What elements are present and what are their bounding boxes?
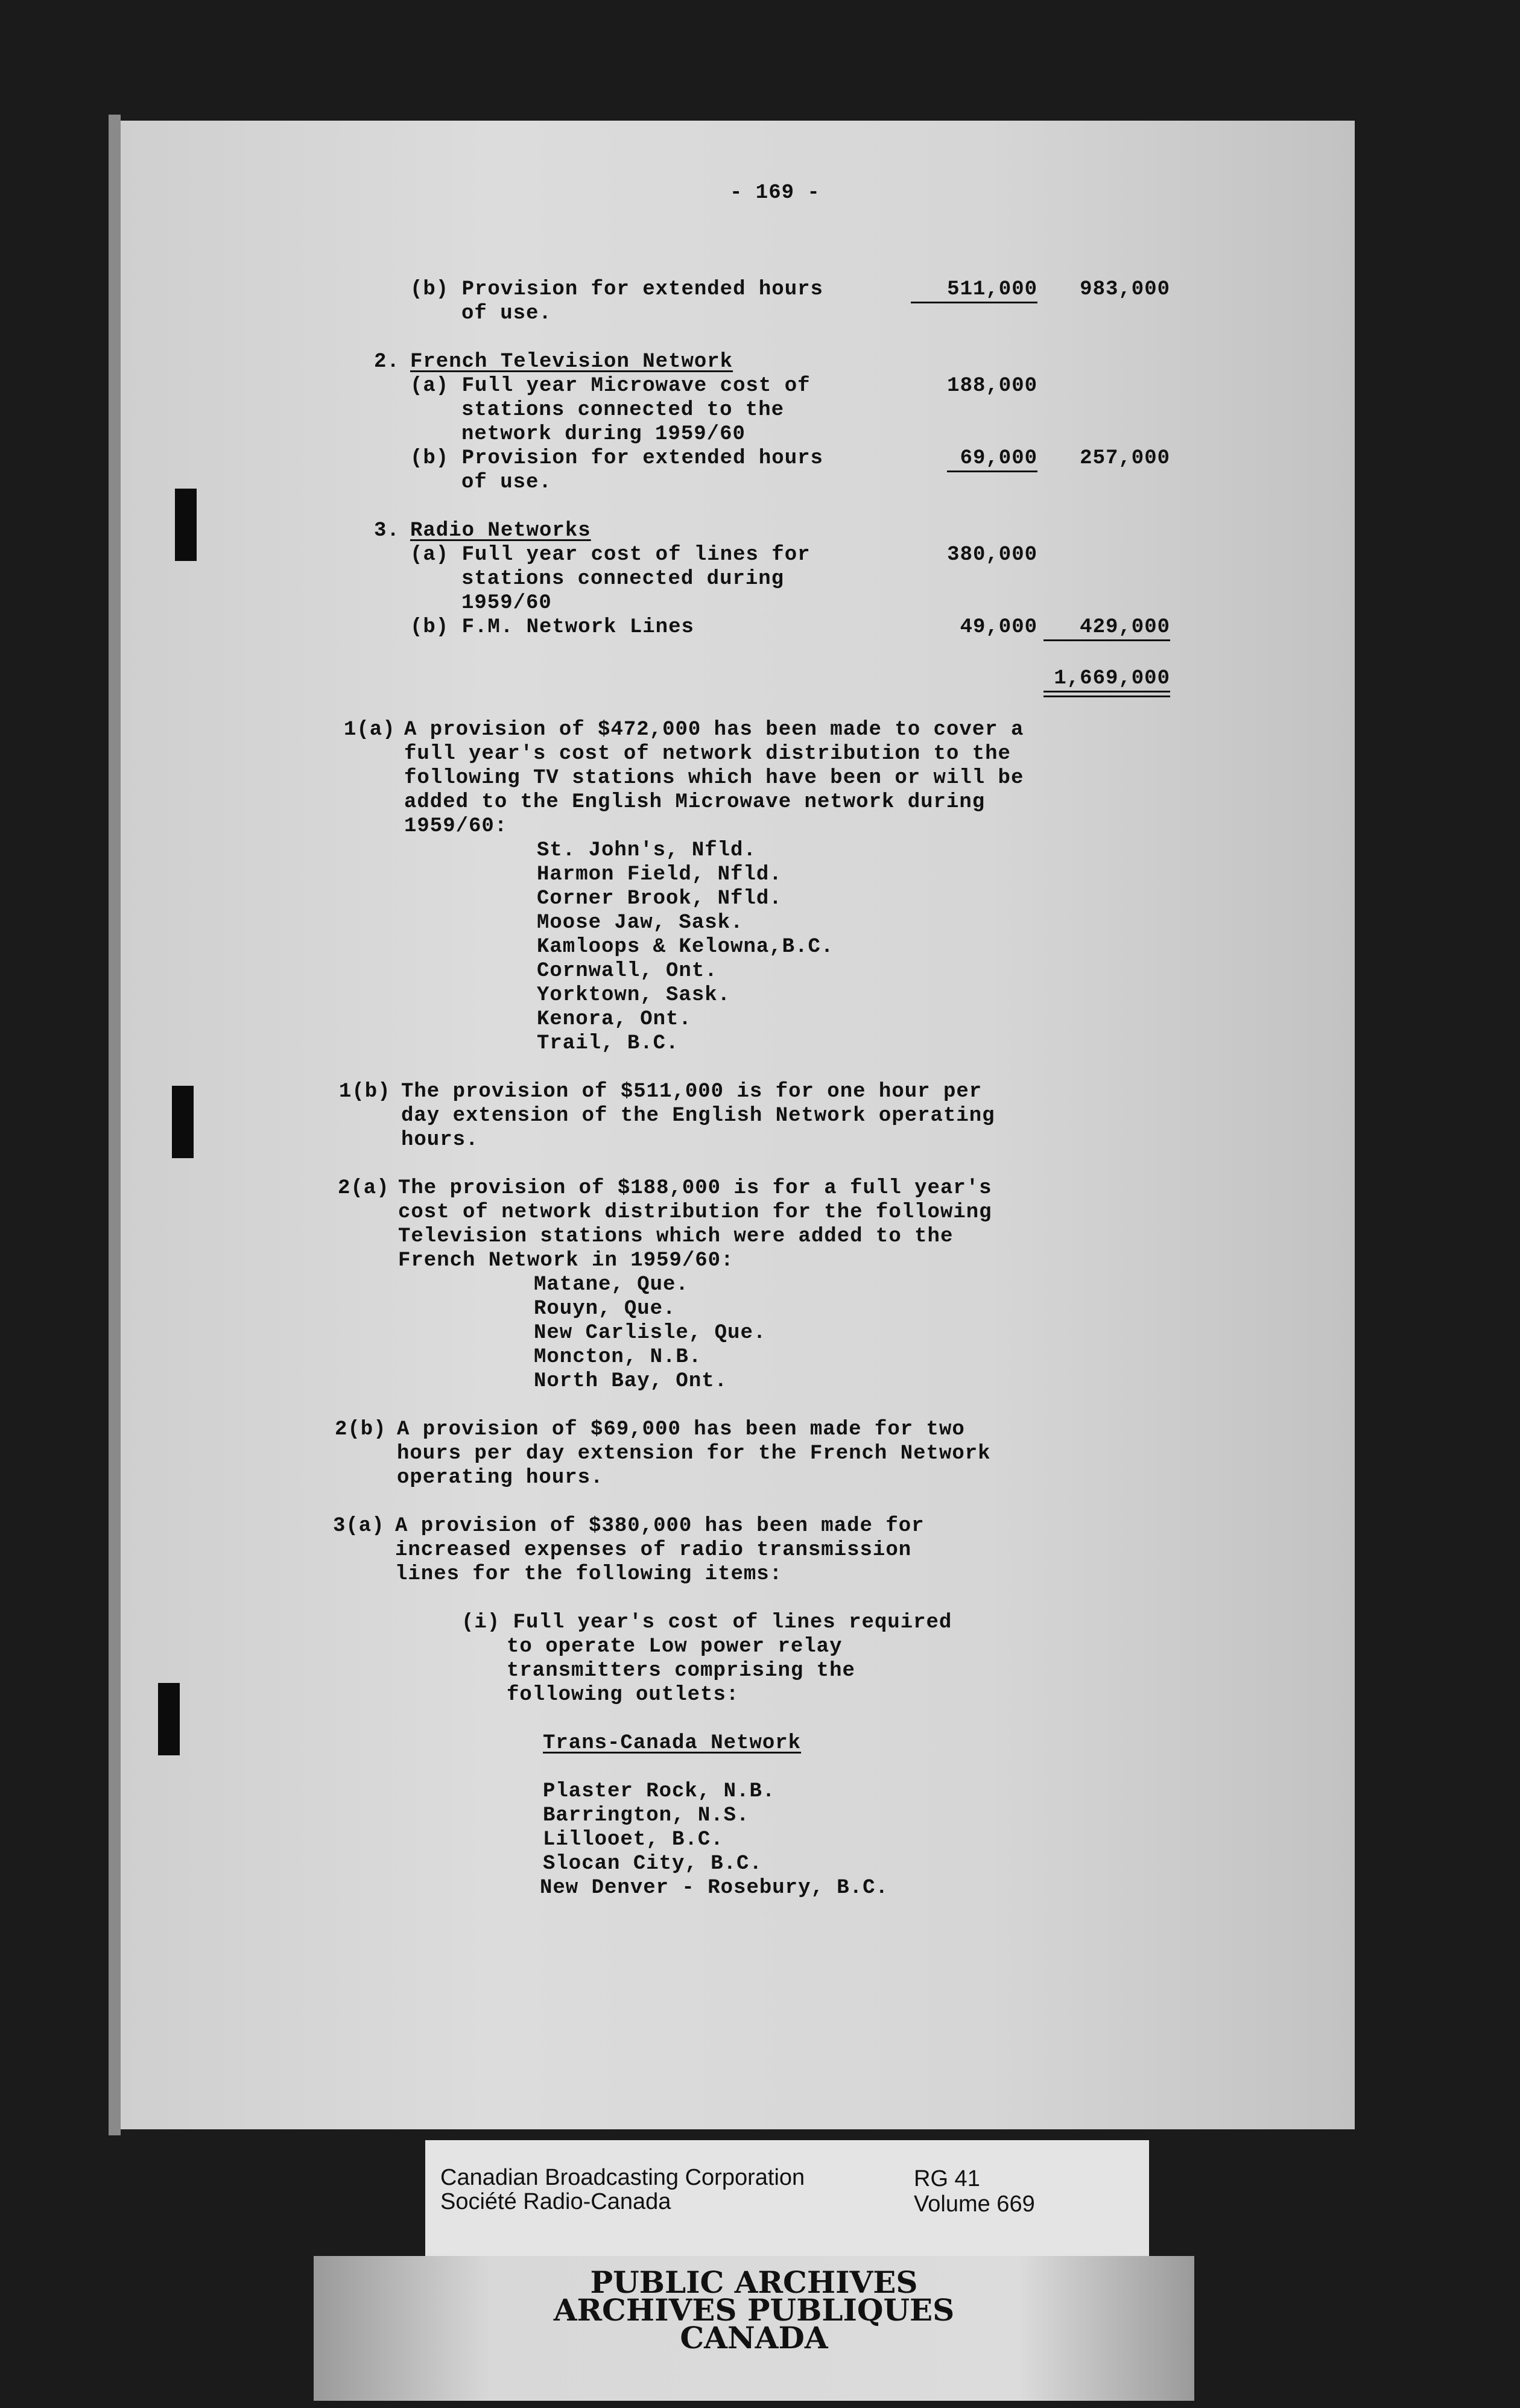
note-1a-line: full year's cost of network distribution to the: [404, 743, 1011, 765]
station-item: Matane, Que.: [534, 1273, 689, 1296]
station-item: New Carlisle, Que.: [534, 1322, 767, 1345]
note-2a-line: The provision of $188,000 is for a full year's: [398, 1177, 992, 1200]
binder-tab: [175, 489, 197, 561]
item-i-line: transmitters comprising the: [507, 1659, 855, 1682]
note-1b-line: hours.: [401, 1129, 479, 1152]
note-3a-line: lines for the following items:: [395, 1563, 783, 1586]
note-2b-label: 2(b): [335, 1418, 387, 1441]
note-1a-line: 1959/60:: [404, 815, 508, 838]
note-1b-line: The provision of $511,000 is for one hour per: [401, 1080, 983, 1103]
section2-b-line2: of use.: [461, 471, 552, 494]
section2-a-line1: (a) Full year Microwave cost of: [410, 375, 811, 398]
line-1b-total: 983,000: [1080, 278, 1170, 301]
stamp-line: CANADA: [680, 2320, 828, 2356]
slip-volume: Volume 669: [914, 2191, 1035, 2217]
station-item: Yorktown, Sask.: [537, 984, 731, 1007]
station-item: Trail, B.C.: [537, 1032, 679, 1055]
section3-rule: [1043, 639, 1170, 641]
station-item: Kamloops & Kelowna,B.C.: [537, 936, 834, 958]
station-item: Moose Jaw, Sask.: [537, 911, 744, 934]
grand-total-rule-1: [1043, 691, 1170, 692]
item-i-line: following outlets:: [507, 1684, 739, 1706]
note-2a-line: French Network in 1959/60:: [398, 1249, 734, 1272]
station-item: Kenora, Ont.: [537, 1008, 692, 1031]
section3-a-amount: 380,000: [947, 543, 1037, 566]
station-item: Cornwall, Ont.: [537, 960, 718, 983]
line-1b-rule: [911, 302, 1037, 303]
slip-org-fr: Société Radio-Canada: [440, 2189, 671, 2214]
page-shadow-left: [109, 115, 121, 2135]
note-2b-line: A provision of $69,000 has been made for two: [397, 1418, 965, 1441]
section3-total: 429,000: [1080, 616, 1170, 639]
section2-b-rule: [947, 471, 1037, 472]
grand-total: 1,669,000: [1054, 667, 1170, 690]
note-1a-label: 1(a): [344, 718, 396, 741]
note-3a-line: A provision of $380,000 has been made for: [395, 1515, 925, 1538]
stamp-line: ARCHIVES PUBLIQUES: [553, 2292, 955, 2328]
note-1b-line: day extension of the English Network operating: [401, 1104, 995, 1127]
station-item: Corner Brook, Nfld.: [537, 887, 782, 910]
section2-a-line2: stations connected to the: [461, 399, 785, 422]
station-item: Rouyn, Que.: [534, 1297, 676, 1320]
station-item: Harmon Field, Nfld.: [537, 863, 782, 886]
note-1a-line: following TV stations which have been or will be: [404, 767, 1024, 790]
section3-a-line1: (a) Full year cost of lines for: [410, 543, 811, 566]
note-1a-line: added to the English Microwave network during: [404, 791, 986, 814]
section2-title: French Television Network: [410, 350, 733, 373]
slip-record-group: RG 41: [914, 2166, 980, 2191]
station-item: Moncton, N.B.: [534, 1346, 702, 1369]
binder-tab: [158, 1683, 180, 1755]
network-title: Trans-Canada Network: [543, 1732, 802, 1755]
item-i-line: to operate Low power relay: [507, 1635, 843, 1658]
note-1a-line: A provision of $472,000 has been made to cover a: [404, 718, 1024, 741]
outlet-item: Slocan City, B.C.: [543, 1852, 762, 1875]
station-item: North Bay, Ont.: [534, 1370, 728, 1393]
section3-b-label: (b) F.M. Network Lines: [410, 616, 694, 639]
note-1b-label: 1(b): [339, 1080, 391, 1103]
section3-b-amount: 49,000: [960, 616, 1037, 639]
note-2b-line: hours per day extension for the French Network: [397, 1442, 991, 1465]
section2-b-amount: 69,000: [960, 447, 1037, 470]
note-3a-label: 3(a): [333, 1515, 385, 1538]
slip-org-en: Canadian Broadcasting Corporation: [440, 2165, 805, 2190]
binder-tab: [172, 1086, 194, 1158]
note-2a-line: cost of network distribution for the following: [398, 1201, 992, 1224]
station-item: St. John's, Nfld.: [537, 839, 756, 862]
archive-stamp: [314, 2256, 1194, 2401]
note-2a-label: 2(a): [338, 1177, 390, 1200]
section2-total: 257,000: [1080, 447, 1170, 470]
document-page: [121, 121, 1355, 2129]
item-i-line: (i) Full year's cost of lines required: [461, 1611, 952, 1634]
outlet-item: Plaster Rock, N.B.: [543, 1780, 776, 1803]
stamp-line: PUBLIC ARCHIVES: [590, 2264, 918, 2300]
outlet-item: New Denver - Rosebury, B.C.: [540, 1877, 888, 1899]
section3-a-line2: stations connected during: [461, 568, 785, 591]
archive-slip: [425, 2140, 1149, 2261]
note-2a-line: Television stations which were added to the: [398, 1225, 954, 1248]
section3-a-line3: 1959/60: [461, 592, 552, 615]
outlet-item: Barrington, N.S.: [543, 1804, 750, 1827]
section3-title: Radio Networks: [410, 519, 591, 542]
section2-a-amount: 188,000: [947, 375, 1037, 398]
outlet-item: Lillooet, B.C.: [543, 1828, 724, 1851]
section3-number: 3.: [374, 519, 400, 542]
note-2b-line: operating hours.: [397, 1466, 604, 1489]
section2-number: 2.: [374, 350, 400, 373]
line-1b-cont: of use.: [461, 302, 552, 325]
section2-b-line1: (b) Provision for extended hours: [410, 447, 823, 470]
note-3a-line: increased expenses of radio transmission: [395, 1539, 912, 1562]
grand-total-rule-2: [1043, 695, 1170, 697]
line-1b-amount: 511,000: [947, 278, 1037, 301]
section2-a-line3: network during 1959/60: [461, 423, 746, 446]
page-number: - 169 -: [730, 182, 820, 204]
line-1b-label: (b) Provision for extended hours: [410, 278, 823, 301]
